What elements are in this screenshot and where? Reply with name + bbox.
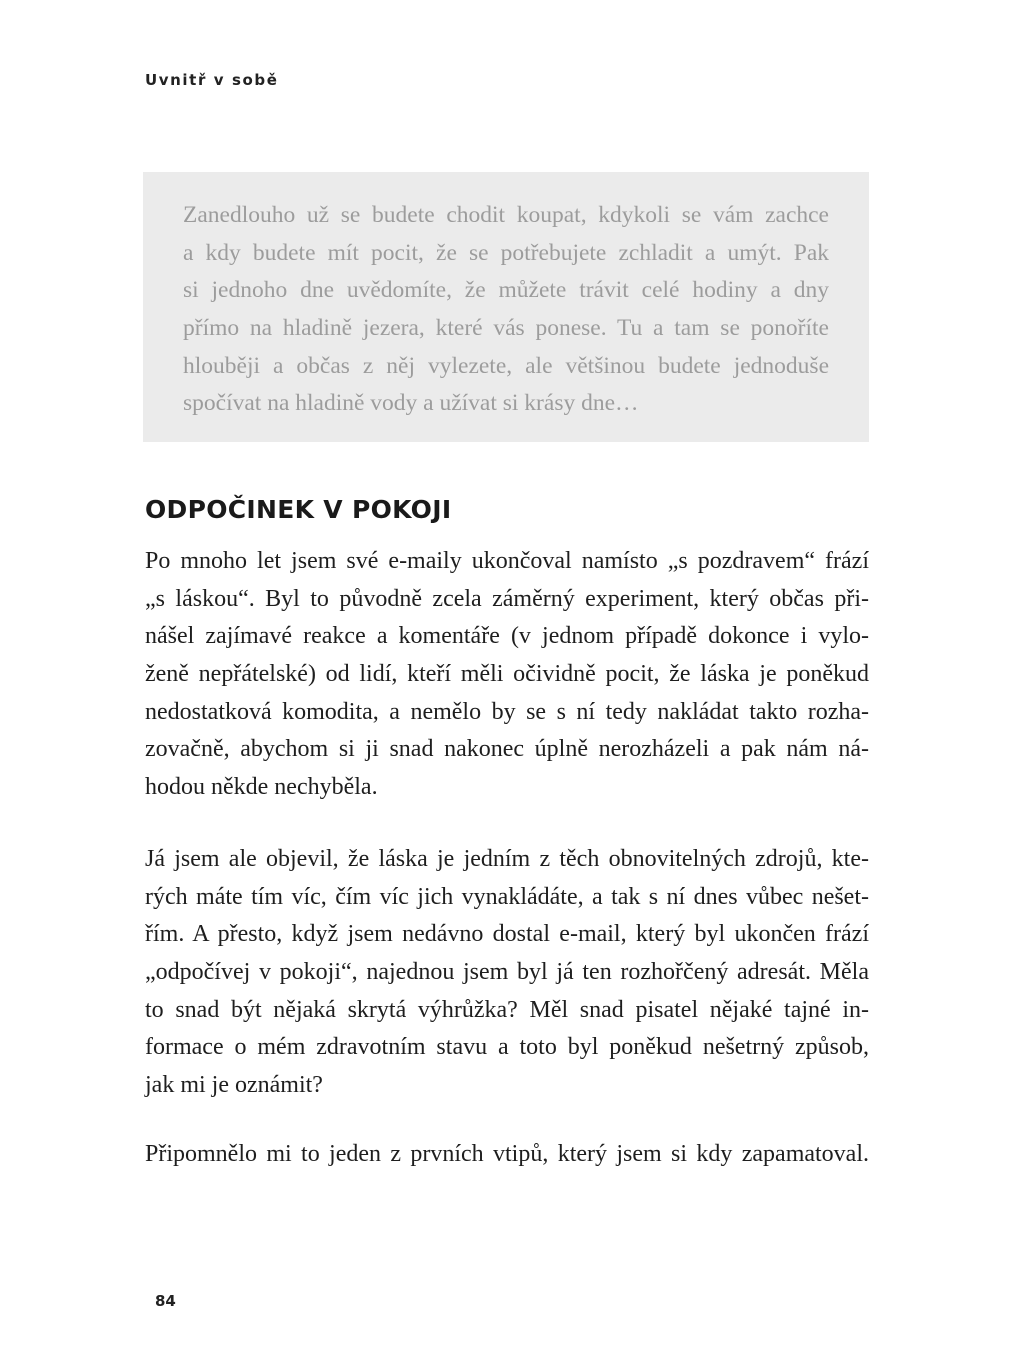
text-line: „odpočívej v pokoji“, najednou jsem byl já ten rozhořčený adresát. Měla: [145, 959, 869, 986]
quote-text: [183, 197, 829, 423]
text-line: formace o mém zdravotním stavu a toto byl poněkud nešetrný způsob,: [145, 1034, 869, 1061]
text-line: jak mi je oznámit?: [145, 1072, 323, 1099]
text-line: nedostatková komodita, a nemělo by se s ní tedy nakládat takto rozha-: [145, 698, 869, 725]
paragraph-1: [145, 543, 869, 807]
text-line: Po mnoho let jsem své e-maily ukončoval namísto „s pozdravem“ frází: [145, 548, 869, 574]
text-line: Já jsem ale objevil, že láska je jedním z těch obnovitelných zdrojů, kte-: [145, 846, 869, 872]
section-heading: ODPOČINEK V POKOJI: [145, 495, 452, 524]
text-line: „s láskou“. Byl to původně zcela záměrný experiment, který občas při-: [145, 585, 869, 612]
text-line: hodou někde nechyběla.: [145, 774, 378, 801]
paragraph-3: [145, 1136, 869, 1174]
page-number: 84: [155, 1292, 176, 1310]
text-line: ženě nepřátelské) od lidí, kteří měli očividně pocit, že láska je poněkud: [145, 661, 869, 688]
quote-line: a kdy budete mít pocit, že se potřebujete zchladit a umýt. Pak: [183, 239, 829, 266]
text-line: řím. A přesto, když jsem nedávno dostal e-mail, který byl ukončen frází: [145, 921, 869, 948]
quote-line: přímo na hladině jezera, které vás ponese. Tu a tam se ponoříte: [183, 315, 829, 342]
quote-line: hlouběji a občas z něj vylezete, ale většinou budete jednoduše: [183, 352, 829, 379]
running-head: Uvnitř v sobě: [145, 71, 279, 89]
quote-line: Zanedlouho už se budete chodit koupat, kdykoli se vám zachce: [183, 202, 829, 228]
quote-box: [143, 172, 869, 442]
text-line: rých máte tím víc, čím víc jich vynakládáte, a tak s ní dnes vůbec nešet-: [145, 883, 869, 910]
text-line: to snad být nějaká skrytá výhrůžka? Měl snad pisatel nějaké tajné in-: [145, 996, 869, 1023]
quote-line: spočívat na hladině vody a užívat si krásy dne…: [183, 390, 639, 417]
text-line: nášel zajímavé reakce a komentáře (v jednom případě dokonce i vylo-: [145, 623, 869, 650]
text-line: Připomnělo mi to jeden z prvních vtipů, který jsem si kdy zapamatoval.: [145, 1141, 869, 1167]
quote-line: si jednoho dne uvědomíte, že můžete trávit celé hodiny a dny: [183, 277, 829, 304]
text-line: zovačně, abychom si ji snad nakonec úplně nerozházeli a pak nám ná-: [145, 736, 869, 763]
paragraph-2: [145, 841, 869, 1105]
